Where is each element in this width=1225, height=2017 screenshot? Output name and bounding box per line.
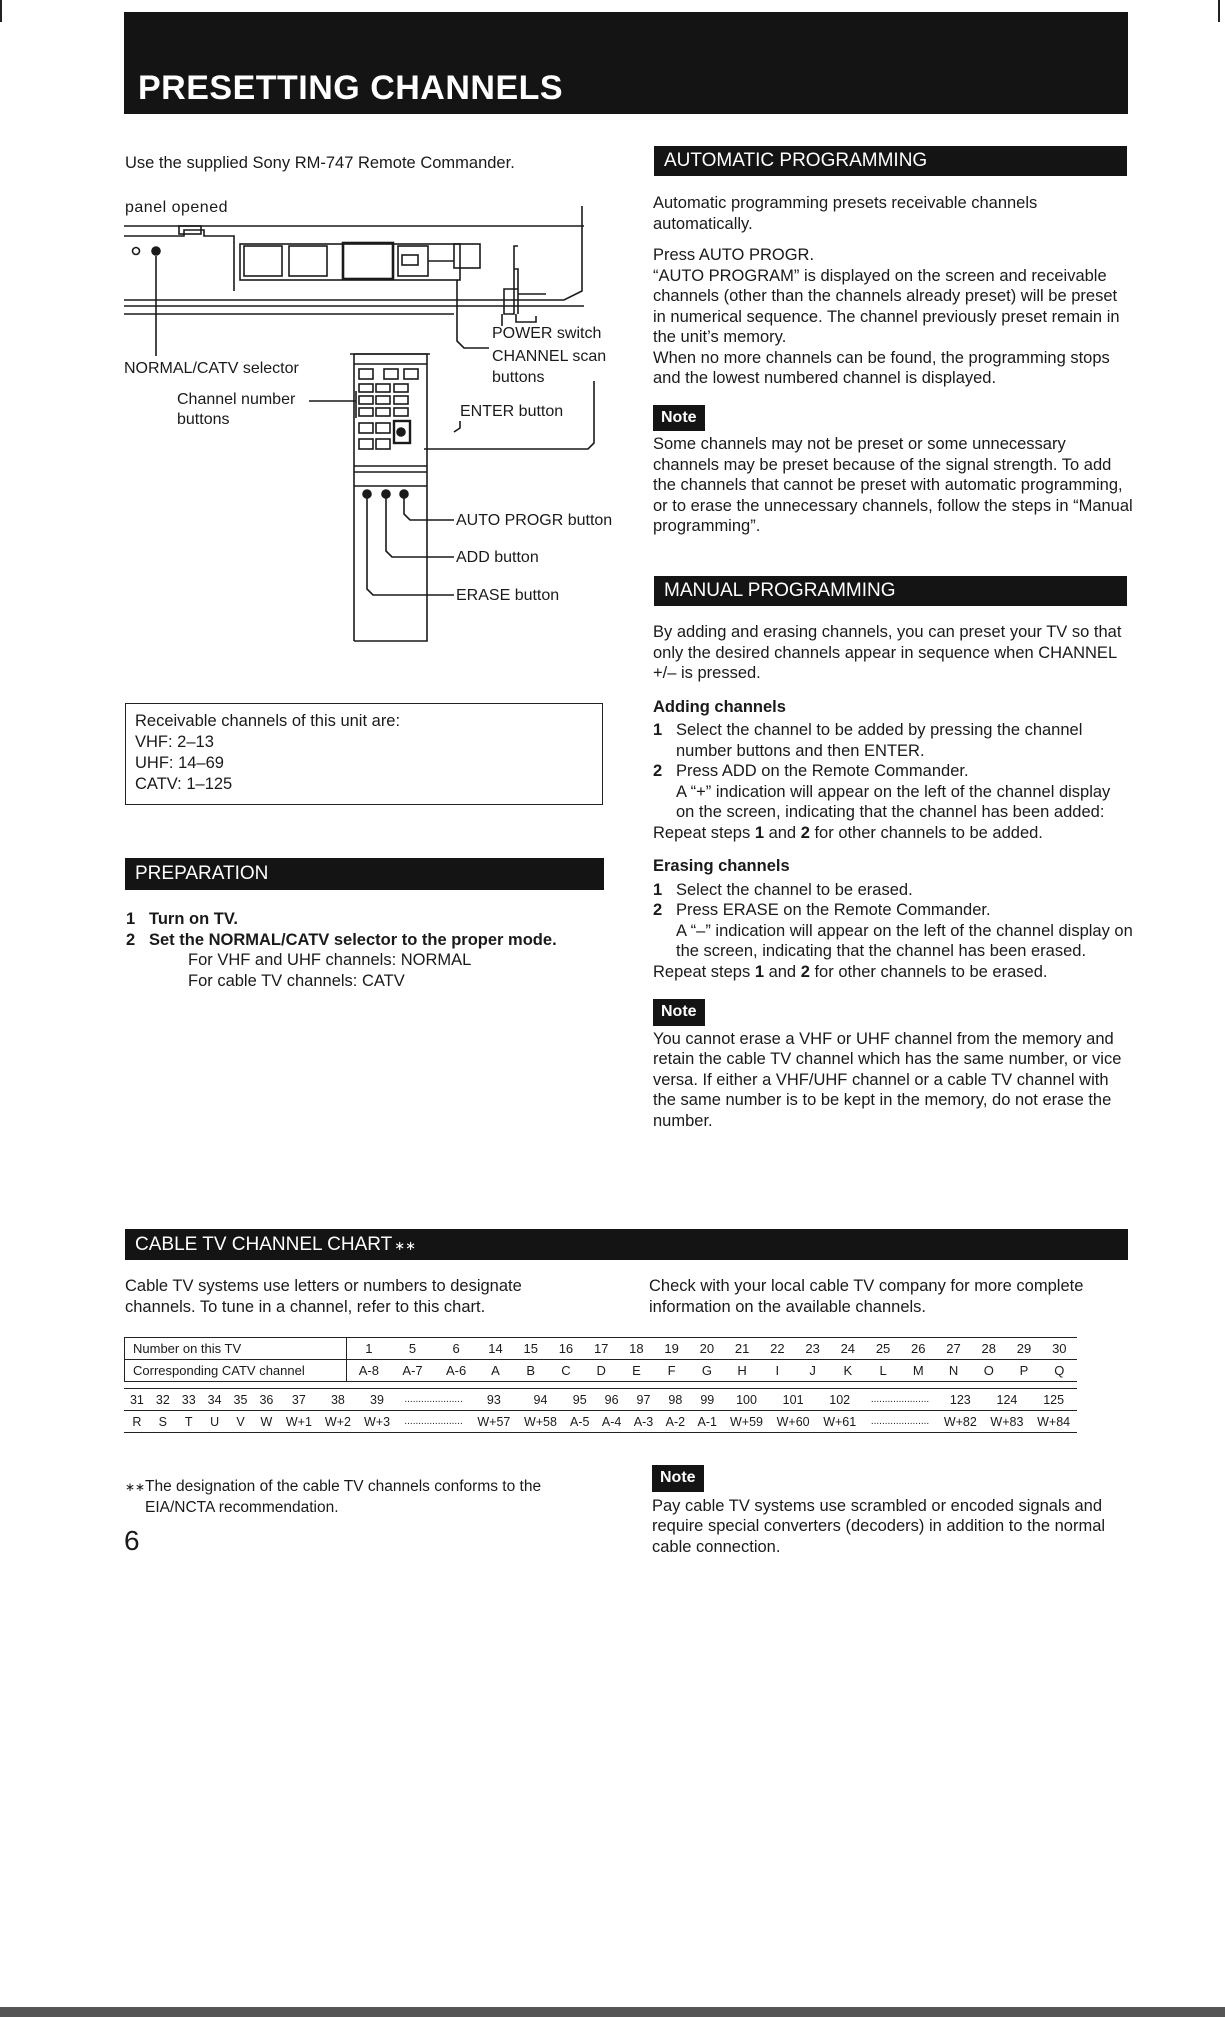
- chart-cell-tv-number: 22: [770, 1341, 785, 1356]
- chart-cell-catv-channel: R: [132, 1414, 142, 1429]
- chart-cell-tv-number: 124: [996, 1392, 1018, 1407]
- footnote-mark: ∗∗: [125, 1480, 146, 1494]
- cable-chart-header: [125, 1229, 1128, 1260]
- chart-cell-catv-channel: B: [526, 1363, 536, 1378]
- chart-cell-tv-number: 23: [805, 1341, 820, 1356]
- erasing-channels-title: Erasing channels: [653, 857, 790, 875]
- chart-cell-tv-number: 100: [736, 1392, 757, 1407]
- intro-text: Use the supplied Sony RM-747 Remote Commander.: [125, 154, 515, 172]
- channel-scan-label-2: buttons: [492, 369, 545, 386]
- step-text: Turn on TV.: [149, 910, 238, 928]
- chart-cell-catv-channel: S: [158, 1414, 167, 1429]
- footnote-text: The designation of the cable TV channels conforms to the EIA/NCTA recommendation.: [145, 1478, 542, 1516]
- chart-cell-tv-number: .....................: [404, 1394, 463, 1405]
- erase-step-2-text: Press ERASE on the Remote Commander.: [676, 901, 991, 919]
- chart-cell-tv-number: 15: [523, 1341, 538, 1356]
- chart-cell-catv-channel: T: [184, 1414, 193, 1429]
- chart-cell-tv-number: 32: [155, 1392, 170, 1407]
- channel-scan-label: CHANNEL scan: [492, 348, 607, 365]
- chart-cell-catv-channel: W+61: [823, 1414, 857, 1429]
- channel-number-label-2: buttons: [177, 411, 230, 428]
- chart-cell-tv-number: 34: [207, 1392, 222, 1407]
- chart-cell-catv-channel: C: [561, 1363, 571, 1378]
- chart-cell-tv-number: 24: [840, 1341, 856, 1356]
- chart-cell-catv-channel: W+3: [363, 1414, 391, 1429]
- chart-cell-catv-channel: H: [737, 1363, 747, 1378]
- chart-cell-catv-channel: W+60: [776, 1414, 810, 1429]
- chart-cell-catv-channel: A-8: [358, 1363, 379, 1378]
- chart-cell-tv-number: 19: [664, 1341, 679, 1356]
- chart-cell-catv-channel: W+82: [943, 1414, 977, 1429]
- preparation-header: PREPARATION: [125, 858, 604, 890]
- chart-cell-tv-number: 29: [1016, 1341, 1032, 1356]
- chart-cell-catv-channel: W+57: [477, 1414, 511, 1429]
- row-label-number: Number on this TV: [125, 1338, 347, 1360]
- auto-note-badge: Note: [653, 405, 705, 432]
- manual-p1: By adding and erasing channels, you can preset your TV so that only the desired channels appear in sequence when CHANNEL +/– is pressed.: [653, 623, 1122, 682]
- chart-cell-catv-channel: L: [879, 1363, 887, 1378]
- chart-cell-tv-number: 18: [629, 1341, 644, 1356]
- chart-cell-tv-number: 20: [699, 1341, 715, 1356]
- chart-cell-tv-number: 14: [488, 1341, 503, 1356]
- chart-cell-catv-channel: A-2: [665, 1414, 686, 1429]
- chart-cell-catv-channel: A-3: [633, 1414, 654, 1429]
- chart-cell-catv-channel: K: [843, 1363, 853, 1378]
- preparation-step-2: [126, 930, 606, 951]
- auto-programming-body: [653, 193, 1133, 537]
- chart-cell-tv-number: 28: [981, 1341, 996, 1356]
- auto-p4: When no more channels can be found, the programming stops and the lowest numbered channel is displayed.: [653, 348, 1110, 387]
- auto-note-text: Some channels may not be preset or some unnecessary channels may be preset because of the signal strength. To add the channels that cannot be preset with automatic programming, or to erase the unnecessary channels, follow the steps in “Manual programming”.: [653, 435, 1133, 535]
- chart-cell-catv-channel: V: [236, 1414, 245, 1429]
- chart-cell-tv-number: 30: [1052, 1341, 1067, 1356]
- chart-cell-tv-number: 97: [636, 1392, 651, 1407]
- manual-programming-body: [653, 622, 1133, 1131]
- chart-cell-catv-channel: M: [912, 1363, 924, 1378]
- chart-cell-catv-channel: A-6: [445, 1363, 467, 1378]
- manual-note-badge: Note: [653, 999, 705, 1026]
- chart-cell-tv-number: 27: [946, 1341, 961, 1356]
- chart-cell-catv-channel: .....................: [870, 1416, 930, 1427]
- cable-chart-title: CABLE TV CHANNEL CHART: [135, 1234, 393, 1255]
- auto-p1: Automatic programming presets receivable channels automatically.: [653, 194, 1038, 233]
- chart-cell-catv-channel: G: [701, 1363, 712, 1378]
- chart-cell-tv-number: 123: [949, 1392, 971, 1407]
- chart-cell-catv-channel: E: [632, 1363, 641, 1378]
- chart-cell-catv-channel: J: [809, 1363, 816, 1378]
- chart-cell-catv-channel: A-7: [402, 1363, 423, 1378]
- chart-cell-catv-channel: .....................: [404, 1416, 463, 1427]
- chart-cell-catv-channel: F: [667, 1363, 676, 1378]
- auto-p2: Press AUTO PROGR.: [653, 246, 815, 264]
- chart-cell-catv-channel: Q: [1054, 1363, 1065, 1378]
- chart-cell-catv-channel: W+59: [730, 1414, 764, 1429]
- step-text: Set the NORMAL/CATV selector to the proper mode.: [149, 930, 557, 949]
- add-step-2-text: Press ADD on the Remote Commander.: [676, 762, 969, 780]
- receivable-heading: Receivable channels of this unit are:: [135, 712, 401, 730]
- chart-cell-tv-number: 98: [668, 1392, 683, 1407]
- chart-cell-tv-number: 26: [911, 1341, 926, 1356]
- chart-cell-tv-number: 33: [181, 1392, 196, 1407]
- chart-cell-tv-number: 93: [486, 1392, 501, 1407]
- auto-p3: “AUTO PROGRAM” is displayed on the screen and receivable channels (other than the channels already preset) will be preset in numerical sequence. The channel previously preset remain in the unit’s memory.: [653, 266, 1120, 346]
- chart-cell-catv-channel: W+58: [523, 1414, 557, 1429]
- cable-footnote: [125, 1477, 605, 1518]
- chart-cell-catv-channel: U: [210, 1414, 220, 1429]
- chart-cell-tv-number: 96: [604, 1392, 619, 1407]
- auto-programming-header: AUTOMATIC PROGRAMMING: [654, 146, 1127, 176]
- chart-cell-catv-channel: P: [1019, 1363, 1029, 1378]
- erase-repeat-line: Repeat steps 1 and 2 for other channels to be erased.: [653, 962, 1048, 981]
- add-step-1-text: Select the channel to be added by pressing the channel number buttons and then ENTER.: [676, 721, 1083, 760]
- chart-cell-tv-number: 94: [533, 1392, 548, 1407]
- preparation-steps: [126, 909, 606, 991]
- erase-step-1-text: Select the channel to be erased.: [676, 880, 913, 899]
- chart-cell-tv-number: 25: [875, 1341, 891, 1356]
- chart-cell-tv-number: 39: [370, 1392, 384, 1407]
- receivable-channels-box: [125, 703, 603, 805]
- cable-note: [652, 1465, 1132, 1557]
- normal-catv-selector-label: NORMAL/CATV selector: [124, 360, 299, 377]
- chart-cell-tv-number: 38: [330, 1392, 345, 1407]
- preparation-sub-1: For VHF and UHF channels: NORMAL: [188, 951, 472, 969]
- page-edge-mark-left: [0, 0, 2, 22]
- receivable-catv: CATV: 1–125: [135, 775, 233, 793]
- cable-chart-header-mark: ∗∗: [394, 1238, 417, 1253]
- cable-note-text: Pay cable TV systems use scrambled or encoded signals and require special converters (decoders) in addition to the normal cable connection.: [652, 1496, 1106, 1556]
- enter-button-label: ENTER button: [460, 403, 564, 420]
- add-step-2: 2 Press ADD on the Remote Commander.: [653, 762, 969, 780]
- chart-cell-tv-number: 16: [558, 1341, 574, 1356]
- chart-cell-catv-channel: A-1: [697, 1414, 717, 1429]
- cable-right-text: Check with your local cable TV company for more complete information on the available channels.: [649, 1277, 1084, 1316]
- chart-cell-tv-number: 125: [1043, 1392, 1065, 1407]
- chart-cell-tv-number: 17: [593, 1341, 609, 1356]
- remote-panel-diagram: [124, 196, 634, 656]
- row-label-catv: Corresponding CATV channel: [125, 1360, 347, 1382]
- add-step-2-detail: A “+” indication will appear on the left of the channel display on the screen, indicating that the channel has been added:: [676, 782, 1111, 821]
- chart-cell-catv-channel: O: [983, 1363, 994, 1378]
- page-number: 6: [124, 1525, 140, 1556]
- chart-cell-tv-number: 95: [572, 1392, 587, 1407]
- chart-cell-tv-number: 99: [700, 1392, 715, 1407]
- chart-cell-tv-number: 35: [233, 1392, 248, 1407]
- cable-channel-table-2: [124, 1388, 1077, 1433]
- erase-button-label: ERASE button: [456, 587, 560, 604]
- panel-opened-label: panel opened: [125, 199, 228, 216]
- power-switch-label: POWER switch: [492, 325, 602, 342]
- chart-cell-catv-channel: W+83: [990, 1414, 1024, 1429]
- erase-step-2-detail: A “–” indication will appear on the left of the channel display on the screen, indicating that the channel has been erased.: [676, 921, 1133, 960]
- manual-note-text: You cannot erase a VHF or UHF channel from the memory and retain the cable TV channel which has the same number, or vice versa. If either a VHF/UHF channel or a cable TV channel with the same number is to be kept in the memory, do not erase the number.: [653, 1029, 1122, 1130]
- channel-number-label: Channel number: [177, 391, 296, 408]
- preparation-step-1: [126, 909, 606, 930]
- chart-cell-tv-number: 101: [782, 1392, 804, 1407]
- add-step-1: 1 Select the channel to be added by pressing the channel number buttons and then ENTER.: [653, 720, 1133, 761]
- page-edge-mark-right: [1218, 0, 1220, 22]
- page-title-bar: [124, 12, 1128, 114]
- chart-cell-tv-number: 1: [365, 1341, 373, 1356]
- chart-cell-catv-channel: W+2: [324, 1414, 351, 1429]
- chart-cell-tv-number: 36: [259, 1392, 274, 1407]
- chart-cell-catv-channel: N: [948, 1363, 959, 1378]
- page-bottom-edge: [0, 2007, 1225, 2017]
- page-title: PRESETTING CHANNELS: [138, 69, 564, 107]
- add-button-label: ADD button: [456, 549, 539, 566]
- chart-cell-catv-channel: W: [260, 1414, 273, 1429]
- chart-cell-catv-channel: I: [775, 1363, 780, 1378]
- chart-cell-catv-channel: D: [596, 1363, 606, 1378]
- chart-cell-tv-number: 6: [452, 1341, 460, 1356]
- chart-cell-catv-channel: A-5: [569, 1414, 590, 1429]
- chart-cell-catv-channel: A: [491, 1363, 500, 1378]
- erase-step-1: 1 Select the channel to be erased.: [653, 880, 913, 899]
- manual-programming-header: MANUAL PROGRAMMING: [654, 576, 1127, 606]
- step-number: 2: [126, 930, 136, 949]
- auto-progr-button-label: AUTO PROGR button: [456, 512, 613, 529]
- chart-cell-tv-number: 102: [829, 1392, 851, 1407]
- chart-cell-catv-channel: A-4: [601, 1414, 622, 1429]
- chart-cell-tv-number: .....................: [870, 1394, 930, 1405]
- receivable-vhf: VHF: 2–13: [135, 733, 214, 751]
- chart-cell-catv-channel: W+84: [1037, 1414, 1071, 1429]
- chart-cell-tv-number: 21: [734, 1341, 750, 1356]
- preparation-sub-2: For cable TV channels: CATV: [188, 971, 405, 990]
- chart-cell-tv-number: 37: [291, 1392, 306, 1407]
- erase-step-2: 2 Press ERASE on the Remote Commander.: [653, 901, 991, 919]
- adding-channels-title: Adding channels: [653, 697, 786, 716]
- cable-note-badge: Note: [652, 1465, 704, 1492]
- chart-cell-catv-channel: W+1: [285, 1414, 312, 1429]
- step-number: 1: [126, 910, 136, 928]
- cable-left-text: Cable TV systems use letters or numbers to designate channels. To tune in a channel, refer to this chart.: [125, 1277, 522, 1316]
- chart-cell-tv-number: 31: [129, 1392, 144, 1407]
- receivable-uhf: UHF: 14–69: [135, 754, 224, 772]
- chart-cell-tv-number: 5: [408, 1341, 417, 1356]
- add-repeat-line: Repeat steps 1 and 2 for other channels to be added.: [653, 823, 1043, 842]
- cable-channel-table-1: [124, 1337, 1077, 1382]
